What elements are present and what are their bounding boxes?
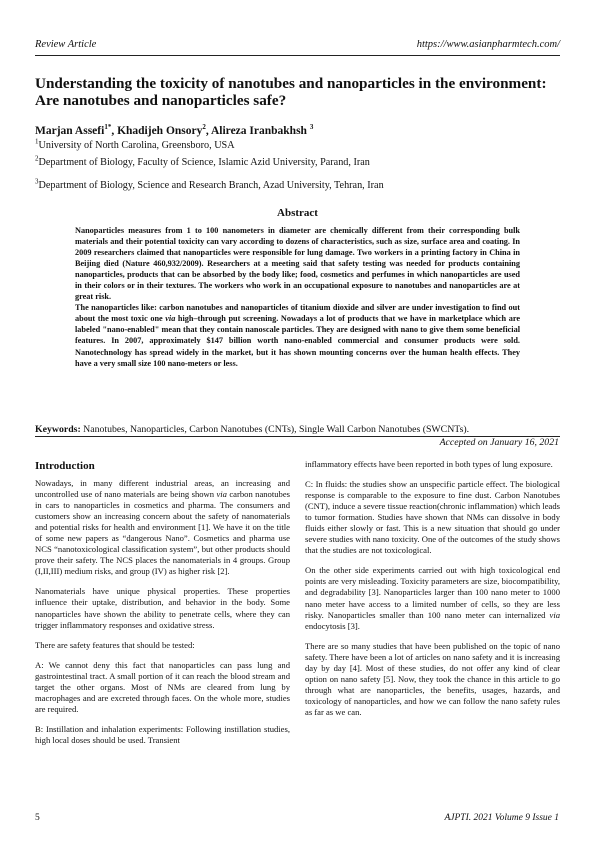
affiliation xyxy=(35,137,235,151)
abstract-heading: Abstract xyxy=(277,207,318,219)
affiliation-mark: 1 xyxy=(35,137,39,146)
article-type-label: Review Article xyxy=(35,39,97,50)
affiliation-mark: 2 xyxy=(35,154,39,163)
body-text: carbon nanotubes in cars to nanoparticles in cosmetics and pharma. The consumers and customers show an increasing concern about the safety of nanomaterials and potential risks for health and environment [1]. We have it on the title of some new papers as “dangerous Nano”. Cosmetics and pharma use NCS “nanotoxicological classification system”, but other products should prove their safety. The NCS places the nanomaterials in 4 groups. Group (I,II,III) medium risks, and group (IV) as higher risk [2]. xyxy=(35,489,290,577)
affiliation xyxy=(35,154,370,168)
body-paragraph xyxy=(305,565,560,631)
author-affiliation-mark: 1* xyxy=(104,123,112,132)
affiliation-mark: 3 xyxy=(35,177,39,186)
section-heading-introduction: Introduction xyxy=(35,460,95,472)
author-affiliation-mark: 3 xyxy=(309,123,314,132)
author-name: Marjan Assefi xyxy=(35,125,105,137)
paper-title: Understanding the toxicity of nanotubes and nanoparticles in the environment: Are nanotubes and nanoparticles safe? xyxy=(35,75,547,109)
journal-url[interactable]: https://www.asianpharmtech.com/ xyxy=(416,39,560,50)
body-paragraph: B: Instillation and inhalation experiments: Following instillation studies, high local doses should be used. Transient xyxy=(35,723,290,745)
keywords-line xyxy=(35,424,469,435)
affiliation-text: University of North Carolina, Greensboro, USA xyxy=(38,140,235,151)
affiliation-text: Department of Biology, Science and Research Branch, Azad University, Tehran, Iran xyxy=(38,180,384,191)
abstract-paragraph xyxy=(75,302,520,368)
keywords-text: Nanotubes, Nanoparticles, Carbon Nanotubes (CNTs), Single Wall Carbon Nanotubes (SWCNTs). xyxy=(80,424,470,435)
body-paragraph: A: We cannot deny this fact that nanoparticles can pass lung and gastrointestinal tract. A small portion of it can reach the blood stream and target the other organs. Most of NMs are cleared from lung by macrophages and are excreted through faces. On the whole more, studies are required. xyxy=(35,659,290,714)
affiliation-text: Department of Biology, Faculty of Science, Islamic Azid University, Parand, Iran xyxy=(38,157,370,168)
abstract-body xyxy=(75,225,520,369)
author-name: , Khadijeh Onsory xyxy=(111,125,203,137)
author-affiliation-mark: 2 xyxy=(202,123,206,132)
body-paragraph: Nanomaterials have unique physical properties. These properties influence their uptake, distribution, and behavior in the body. Some nanoparticles have shown the ability to penetrate cells, where they can trigger inflammatory responses and oxidative stress. xyxy=(35,586,290,630)
left-column xyxy=(35,478,290,755)
body-italic-text: via xyxy=(216,489,227,500)
journal-issue: AJPTI. 2021 Volume 9 Issue 1 xyxy=(444,813,559,823)
accepted-date: Accepted on January 16, 2021 xyxy=(439,437,559,448)
author-name: , Alireza Iranbakhsh xyxy=(205,125,310,137)
keywords-label: Keywords: xyxy=(35,424,81,435)
affiliation xyxy=(35,177,384,191)
body-text: endocytosis [3]. xyxy=(305,620,360,631)
body-paragraph: There are safety features that should be tested: xyxy=(35,639,195,650)
body-paragraph: There are so many studies that have been published on the topic of nano safety. There have been a lot of articles on nano safety and it is increasing day by day [4]. Most of these studies, do not offer any kind of clear option on nano safety [5]. Now, they took the chance in this article to go through what are nanoparticles, the benefits, usages, hazards, and toxicology of nanoparticles, and how we can follow the nano safety rules as far as we can. xyxy=(305,640,560,717)
abstract-italic-text: via xyxy=(165,314,176,324)
page-number: 5 xyxy=(35,813,40,823)
body-italic-text: via xyxy=(549,609,560,620)
header-divider xyxy=(35,55,560,56)
abstract-text: high–through put screening. Nowadays a lot of products that we have in marketplace which are labeled "nano-enabled" mean that they contain nanoscale particles. They are designed with nano to give them some beneficial features. In 2007, approximately $147 billion worth nano-enabled commercial and consumer products were sold. Nanotechnology has spread widely in the market, but it has shown mounting concerns over the human health effects. They have a very small size 100 nano-meters or less. xyxy=(75,314,520,368)
body-text: Nowadays, in many different industrial areas, an increasing and uncontrolled use of nano materials are being shown xyxy=(35,478,290,500)
body-paragraph xyxy=(35,478,290,577)
author-list xyxy=(35,125,313,137)
body-text: On the other side experiments carried out with high toxicological end points are very misleading. Toxicity parameters are size, biocompatibility, and degradability [3]. Nanoparticles larger than 100 nano meter to 1000 nano meter have access to a limited number of cells, so they are less risky. Nanoparticles smaller than 100 nano meter can internalized xyxy=(305,565,560,620)
abstract-paragraph: Nanoparticles measures from 1 to 100 nanometers in diameter are chemically different from their corresponding bulk materials and their potential toxicity can vary according to dozens of characteristics, such as size, surface area and coating. In 2009 researchers claimed that nanoparticles were responsible for lung damage. Two workers in a printing factory in China in Beijing died (Nature 460,932/2009). Researchers at a meeting said that safety testing was needed for products containing nanoparticles, products that can be absorbed by the body like; food, cosmetics and perfumes in which nanoparticles are used in their colors or in their textures. The workers who work in an occupational exposure to nanotubes and nanoparticles are at great risk. xyxy=(75,226,520,302)
body-paragraph: inflammatory effects have been reported in both types of lung exposure. xyxy=(305,459,553,469)
body-paragraph: C: In fluids: the studies show an unspecific particle effect. The biological response is comparable to the exposure to fine dust. Carbon Nanotubes (CNT), induce a severe tissue reaction(chronic inflammation) which leads to tumor formation. Studies have shown that NMs can dissolve in body fluids either slowly or fast. This is a new situation that should go under severe studies with nano toxicity. One of the outcomes of the study shows that the studies are not toxicological. xyxy=(305,479,560,556)
abstract-text: The nanoparticles like: carbon nanotubes and nanoparticles of titanium dioxide and silver are under investigation to find out about the most toxic one xyxy=(75,303,520,324)
right-column xyxy=(305,459,560,727)
